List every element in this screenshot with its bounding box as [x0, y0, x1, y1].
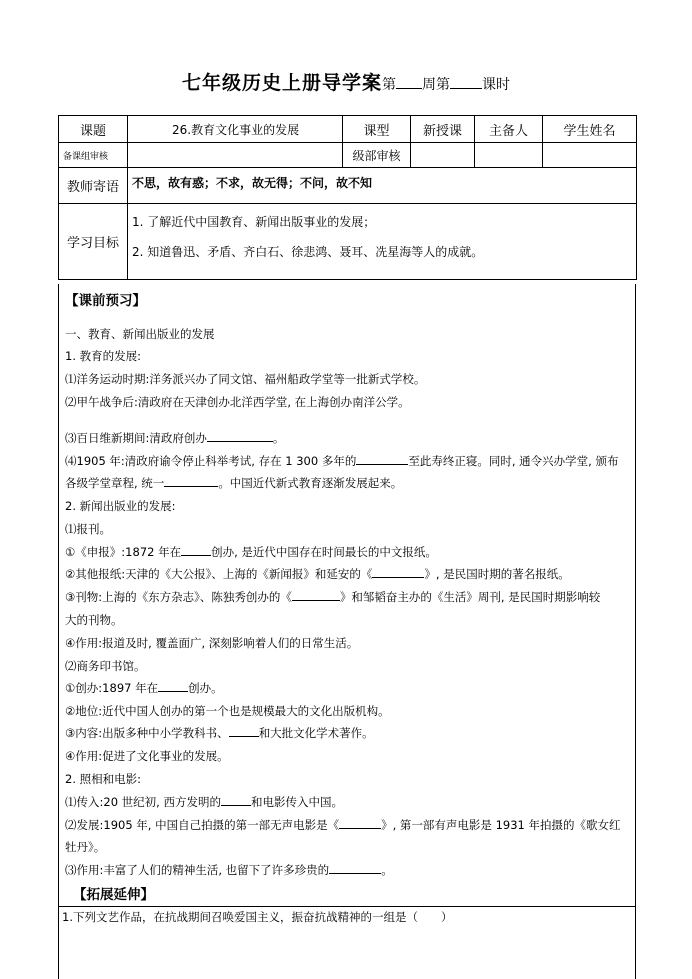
edu-title: 1. 教育的发展:: [65, 349, 142, 363]
fill-blank[interactable]: [181, 544, 211, 556]
edu-item-1: ⑴洋务运动时期:洋务派兴办了同文馆、福州船政学堂等一批新式学校。: [65, 372, 426, 386]
edu-item-4b: 各级学堂章程, 统一 。中国近代新式教育逐渐发展起来。: [65, 476, 403, 490]
news-item-2: ②其他报纸:天津的《大公报》、上海的《新闻报》和延安的《 》, 是民国时期的著名报纸。: [65, 567, 570, 581]
photo-title: 2. 照相和电影:: [65, 772, 142, 786]
group-review-value[interactable]: [128, 143, 343, 168]
teacher-msg: 不思，故有惑；不求，故无得；不问，故不知: [128, 168, 637, 204]
edu-item-3: ⑶百日维新期间:清政府创办 。: [65, 431, 285, 445]
goal-item: 1. 了解近代中国教育、新闻出版事业的发展；: [132, 214, 376, 229]
extension-question-1: 1.下列文艺作品，在抗战期间召唤爱国主义，振奋抗战精神的一组是（ ）: [62, 910, 453, 924]
fill-blank[interactable]: [372, 566, 424, 578]
grade-review-value[interactable]: [411, 143, 475, 168]
extension-heading: 【拓展延伸】: [73, 887, 154, 903]
news-item-3: ③刊物:上海的《东方杂志》、陈独秀创办的《 》和邹韬奋主办的《生活》周刊, 是民国时期影响较: [65, 590, 601, 604]
fill-blank[interactable]: [339, 817, 381, 829]
press-sub: ⑵商务印书馆。: [65, 659, 146, 673]
photo-item-1: ⑴传入:20 世纪初, 西方发明的 和电影传入中国。: [65, 795, 343, 809]
news-item-1: ①《申报》:1872 年在 创办, 是近代中国存在时间最长的中文报纸。: [65, 545, 437, 559]
lesson-blank: [450, 76, 482, 89]
news-title: 2. 新闻出版业的发展:: [65, 499, 176, 513]
title-main: 七年级历史上册导学案: [181, 72, 382, 94]
photo-item-3: ⑶作用:丰富了人们的精神生活, 也留下了许多珍贵的 。: [65, 863, 393, 877]
goal-item: 2. 知道鲁迅、矛盾、齐白石、徐悲鸿、聂耳、冼星海等人的成就。: [132, 244, 484, 259]
fill-blank[interactable]: [292, 589, 340, 601]
student-name-label: 学生姓名: [543, 116, 637, 143]
type-value: 新授课: [411, 116, 475, 143]
grade-review-label: 级部审核: [343, 143, 411, 168]
press-item-3: ③内容:出版多种中小学教科书、 和大批文化学术著作。: [65, 726, 374, 740]
press-item-2: ②地位:近代中国人创办的第一个也是规模最大的文化出版机构。: [65, 704, 390, 718]
preparer-value[interactable]: [475, 143, 543, 168]
preparer-label: 主备人: [475, 116, 543, 143]
fill-blank[interactable]: [158, 680, 188, 692]
group-review-label: 备课组审核: [59, 143, 128, 168]
news-item-3b: 大的刊物。: [65, 613, 123, 627]
goals-label: 学习目标: [59, 204, 128, 280]
topic-label: 课题: [59, 116, 128, 143]
page-title: 七年级历史上册导学案第 周第 课时: [181, 72, 510, 94]
fill-blank[interactable]: [356, 453, 408, 465]
edu-item-2: ⑵甲午战争后:清政府在天津创办北洋西学堂, 在上海创办南洋公学。: [65, 395, 410, 409]
photo-item-2: ⑵发展:1905 年, 中国自己拍摄的第一部无声电影是《 》, 第一部有声电影是 1931 年拍摄的《歌女红: [65, 818, 621, 832]
press-item-1: ①创办:1897 年在 创办。: [65, 681, 223, 695]
fill-blank[interactable]: [164, 475, 218, 487]
preview-heading: 【课前预习】: [65, 293, 146, 309]
photo-item-2b: 牡丹》。: [65, 840, 106, 854]
fill-blank[interactable]: [229, 725, 259, 737]
fill-blank[interactable]: [221, 794, 251, 806]
divider: [59, 906, 635, 907]
goals-list: [128, 204, 637, 280]
student-name-value[interactable]: [543, 143, 637, 168]
preview-section: [58, 284, 636, 979]
section-1-title: 一、教育、新闻出版业的发展: [65, 327, 215, 341]
teacher-msg-label: 教师寄语: [59, 168, 128, 204]
week-blank: [396, 76, 422, 89]
edu-item-4: ⑷1905 年:清政府谕令停止科举考试, 存在 1 300 多年的 至此寿终正寝。同时, 通令兴办学堂, 颁布: [65, 454, 619, 468]
press-item-4: ④作用:促进了文化事业的发展。: [65, 749, 229, 763]
header-table: [58, 115, 637, 280]
fill-blank[interactable]: [329, 862, 381, 874]
topic-value: 26.教育文化事业的发展: [128, 116, 343, 143]
type-label: 课型: [343, 116, 411, 143]
news-sub: ⑴报刊。: [65, 522, 111, 536]
fill-blank[interactable]: [207, 430, 273, 442]
news-item-4: ④作用:报道及时, 覆盖面广, 深刻影响着人们的日常生活。: [65, 636, 359, 650]
